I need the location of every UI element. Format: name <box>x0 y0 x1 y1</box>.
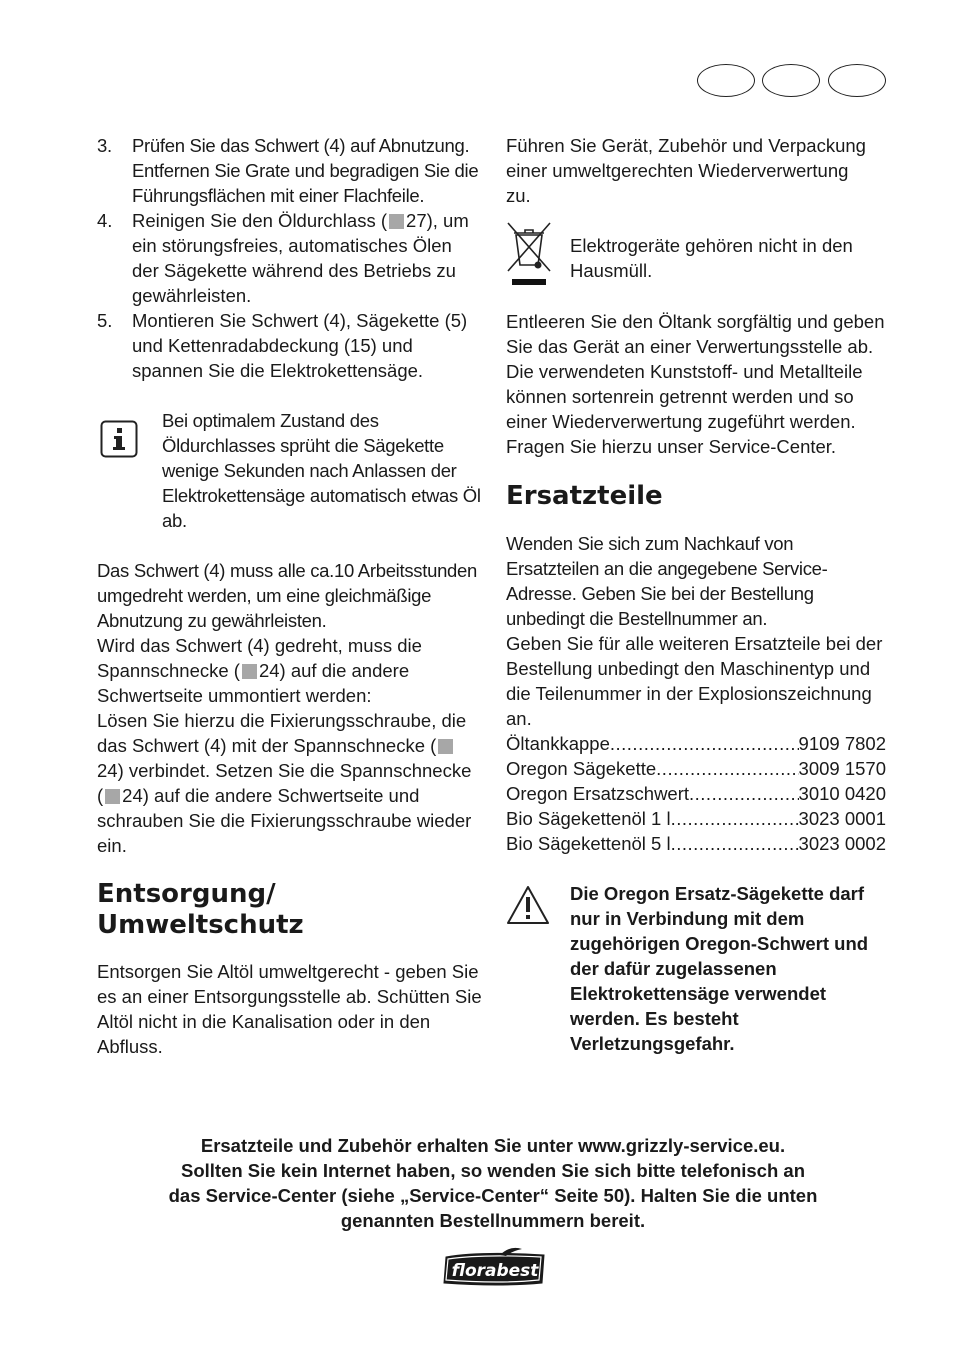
footer-line: Ersatzteile und Zubehör erhalten Sie unter www.grizzly-service.eu. <box>200 1135 786 1156</box>
parts-table <box>506 731 886 856</box>
list-text: Reinigen Sie den Öldurchlass ( <box>132 210 388 231</box>
footer-line: das Service-Center (siehe „Service-Center“ Seite 50). Halten Sie die unten <box>168 1185 818 1206</box>
part-name: Bio Sägekettenöl 5 l <box>506 833 671 854</box>
list-number: 5. <box>97 310 113 331</box>
info-icon <box>100 420 138 458</box>
warning-text: Die Oregon Ersatz-Sägekette darf nur in Verbindung mit dem zugehörigen Oregon-Schwert und der dafür zugelassenen Elektrokettensäge verwendet werden. Es besteht Verletzungsgefahr. <box>570 883 869 1054</box>
text: ) verbindet. Setzen Sie die Spannschnecke ( <box>97 760 472 806</box>
info-note-text: Bei optimalem Zustand des Öldurchlasses sprüht die Sägekette wenige Sekunden nach Anlassen der Elektrokettensäge automatisch etwas Öl ab. <box>162 410 481 531</box>
image-reference-icon <box>242 664 257 679</box>
footer-notice <box>80 1133 906 1233</box>
figure-ref: 24 <box>97 760 118 781</box>
part-number: 3010 0420 <box>798 783 886 804</box>
text: ) auf die andere Schwertseite und schrauben Sie die Fixierungsschraube wieder ein. <box>97 785 472 856</box>
footer-line: Sollten Sie kein Internet haben, so wenden Sie sich bitte telefonisch an <box>181 1160 805 1181</box>
list-text: Montieren Sie Schwert (4), Sägekette (5) und Kettenradabdeckung (15) und spannen Sie die Elektrokettensäge. <box>132 310 468 381</box>
language-oval-icon <box>828 64 886 97</box>
footer-line: genannten Bestellnummern bereit. <box>340 1210 646 1231</box>
paragraph: Entsorgen Sie Altöl umweltgerecht - geben Sie es an einer Entsorgungsstelle ab. Schütten Sie Altöl nicht in die Kanalisation oder in den Abfluss. <box>97 961 482 1057</box>
list-text: Prüfen Sie das Schwert (4) auf Abnutzung. Entfernen Sie Grate und begradigen Sie die Führungsflächen mit einer Flachfeile. <box>132 135 479 206</box>
part-name: Oregon Ersatzschwert <box>506 783 690 804</box>
paragraph: Entleeren Sie den Öltank sorgfältig und geben Sie das Gerät an einer Verwertungsstelle ab. Die verwendeten Kunststoff- und Metallteile können sortenrein getrennt werden und so einer Wiederverwertung zugeführt werden. Fragen Sie hierzu unser Service-Center. <box>506 311 885 457</box>
text: ) auf die andere Schwertseite ummontiert werden: <box>97 660 410 706</box>
figure-ref: 27 <box>406 210 427 231</box>
part-name: Bio Sägekettenöl 1 l <box>506 808 671 829</box>
language-oval-icon <box>697 64 755 97</box>
part-number: 3009 1570 <box>798 758 886 779</box>
image-reference-icon <box>389 214 404 229</box>
left-column <box>97 133 482 1059</box>
list-item <box>97 133 482 208</box>
part-name: Oregon Sägekette <box>506 758 657 779</box>
section-heading: Entsorgung/ Umweltschutz <box>97 879 304 940</box>
language-oval-icon <box>762 64 820 97</box>
warning-note <box>506 881 890 1056</box>
weee-note <box>506 233 896 283</box>
florabest-logo <box>440 1247 550 1289</box>
part-number: 3023 0001 <box>798 808 886 829</box>
paragraph: Geben Sie für alle weiteren Ersatzteile bei der Bestellung unbedingt den Maschinentyp und die Teilenummer in der Explosionszeichnung an. <box>506 633 883 729</box>
info-note <box>97 408 482 533</box>
list-number: 4. <box>97 210 113 231</box>
section-heading: Ersatzteile <box>506 481 663 511</box>
part-name: Öltankkappe <box>506 733 610 754</box>
warning-triangle-icon <box>506 885 550 925</box>
table-row <box>506 781 886 806</box>
figure-ref: 24 <box>258 660 280 681</box>
crossed-bin-icon <box>506 221 552 287</box>
paragraph <box>97 633 482 708</box>
logo-text: florabest <box>451 1261 539 1281</box>
paragraph <box>97 708 482 858</box>
text: Lösen Sie hierzu die Fixierungsschraube, die das Schwert (4) mit der Spannschnecke ( <box>97 710 467 756</box>
list-item <box>97 308 482 383</box>
image-reference-icon <box>438 739 453 754</box>
table-row <box>506 756 886 781</box>
paragraph: Wenden Sie sich zum Nachkauf von Ersatzteilen an die angegebene Service-Adresse. Geben Sie bei der Bestellung unbedingt die Bestellnummer an. <box>506 533 828 629</box>
text: Wird das Schwert (4) gedreht, muss die Spannschnecke ( <box>97 635 422 681</box>
paragraph: Das Schwert (4) muss alle ca.10 Arbeitsstunden umgedreht werden, um eine gleichmäßige Abnutzung zu gewährleisten. <box>97 560 478 631</box>
list-number: 3. <box>97 135 112 156</box>
table-row <box>506 831 886 856</box>
weee-note-text: Elektrogeräte gehören nicht in den Hausmüll. <box>570 235 853 281</box>
list-item <box>97 208 482 308</box>
image-reference-icon <box>105 789 120 804</box>
part-number: 3023 0002 <box>798 833 886 854</box>
right-column <box>506 133 896 1056</box>
part-number: 9109 7802 <box>798 733 886 754</box>
table-row <box>506 806 886 831</box>
list-text: ), um ein störungsfreies, automatisches Ölen der Sägekette während des Betriebs zu gewährleisten. <box>132 210 469 306</box>
table-row <box>506 731 886 756</box>
paragraph: Führen Sie Gerät, Zubehör und Verpackung einer umweltgerechten Wiederverwertung zu. <box>506 135 866 206</box>
figure-ref: 24 <box>122 785 143 806</box>
